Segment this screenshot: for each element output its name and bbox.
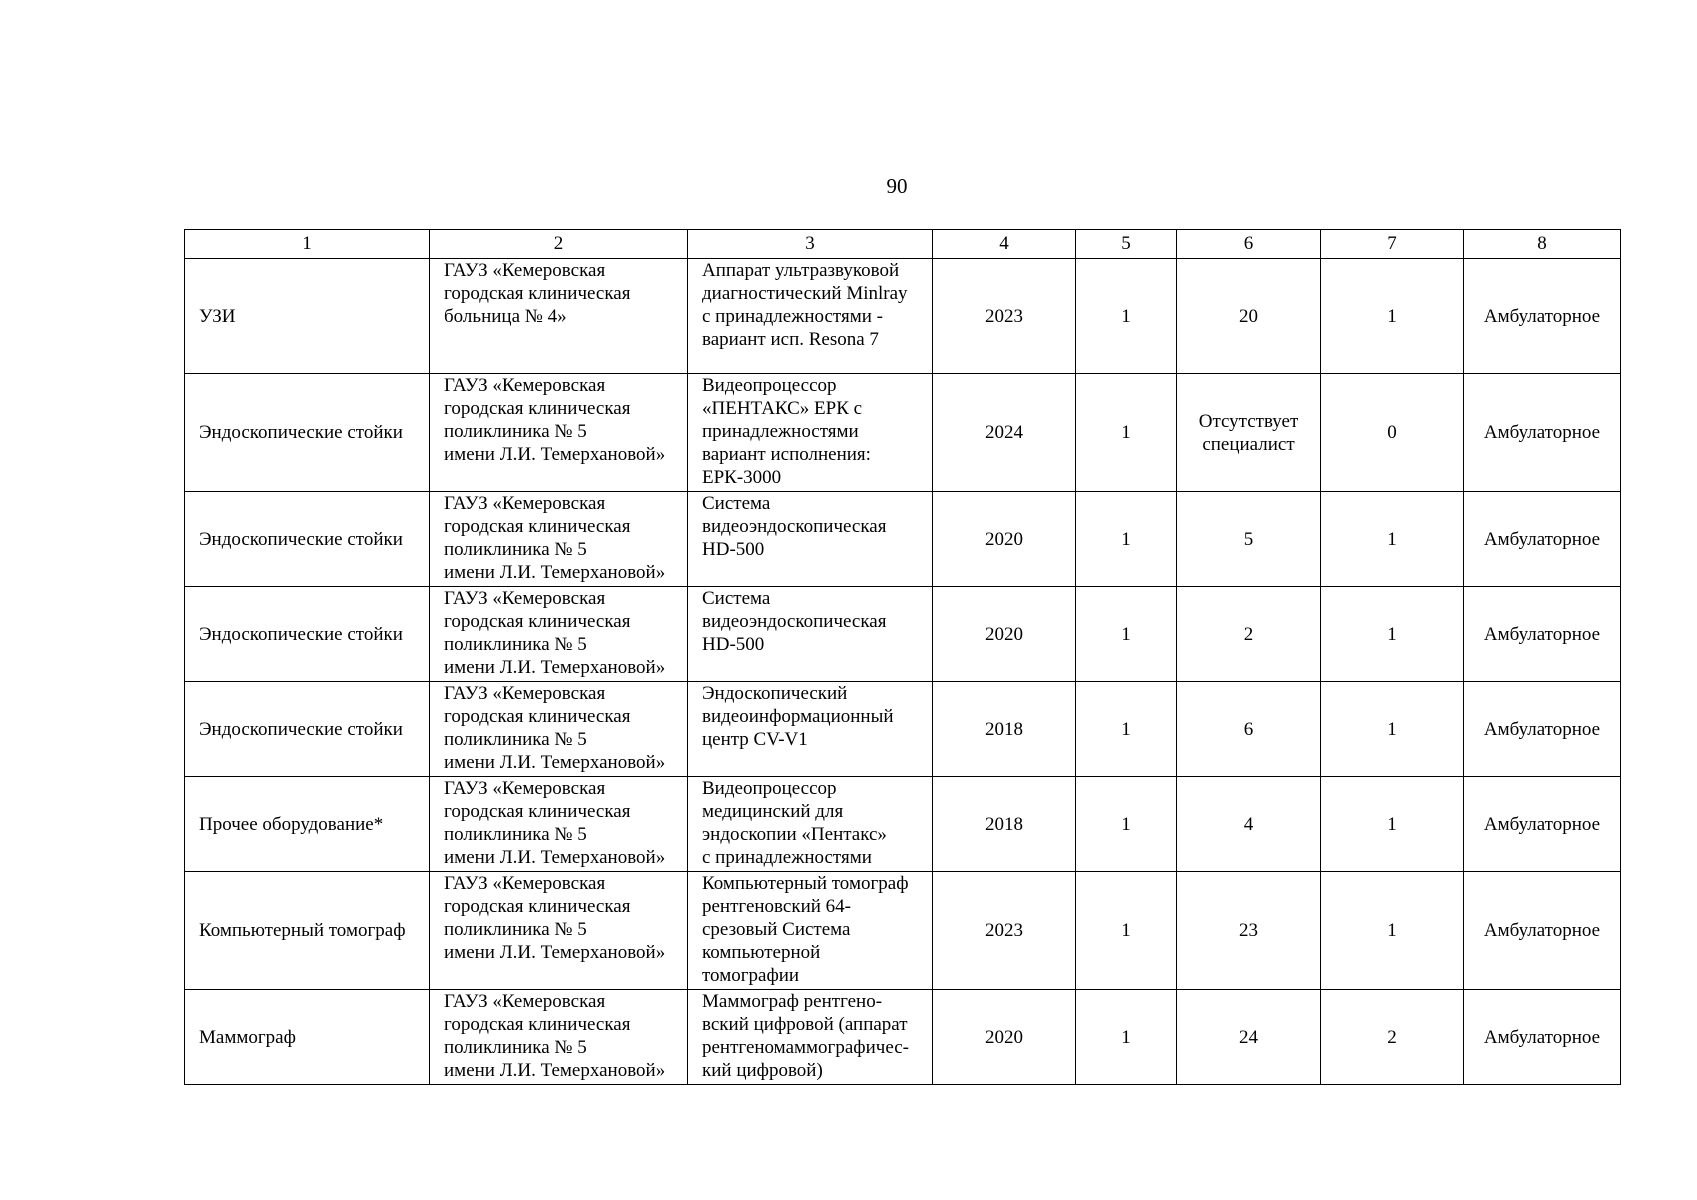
count-cell: 1 bbox=[1076, 682, 1177, 777]
header-cell: 2 bbox=[430, 230, 688, 259]
column-7-cell: 1 bbox=[1321, 777, 1464, 872]
column-7-cell: 1 bbox=[1321, 682, 1464, 777]
column-6-cell: 24 bbox=[1177, 990, 1321, 1085]
header-row bbox=[185, 230, 1621, 259]
organization-cell: ГАУЗ «Кемеровская городская клиническая больница № 4» bbox=[430, 259, 688, 374]
column-6-cell: 2 bbox=[1177, 587, 1321, 682]
table-row bbox=[185, 990, 1621, 1085]
count-cell: 1 bbox=[1076, 492, 1177, 587]
column-7-cell: 1 bbox=[1321, 872, 1464, 990]
count-cell: 1 bbox=[1076, 587, 1177, 682]
organization-cell: ГАУЗ «Кемеровская городская клиническая поликлиника № 5 имени Л.И. Темерхановой» bbox=[430, 682, 688, 777]
count-cell: 1 bbox=[1076, 872, 1177, 990]
column-6-cell: 20 bbox=[1177, 259, 1321, 374]
year-cell: 2018 bbox=[933, 777, 1076, 872]
organization-cell: ГАУЗ «Кемеровская городская клиническая поликлиника № 5 имени Л.И. Темерхановой» bbox=[430, 587, 688, 682]
year-cell: 2018 bbox=[933, 682, 1076, 777]
count-cell: 1 bbox=[1076, 259, 1177, 374]
equipment-type-cell: Эндоскопические стойки bbox=[185, 374, 430, 492]
device-cell: Аппарат ультразвуковой диагностический Minlray с принадлежностями - вариант исп. Resona 7 bbox=[688, 259, 933, 374]
column-6-cell: 5 bbox=[1177, 492, 1321, 587]
equipment-type-cell: УЗИ bbox=[185, 259, 430, 374]
device-cell: Система видеоэндоскопическая HD-500 bbox=[688, 492, 933, 587]
column-7-cell: 0 bbox=[1321, 374, 1464, 492]
equipment-type-cell: Компьютерный томограф bbox=[185, 872, 430, 990]
device-cell: Компьютерный томограф рентгеновский 64- срезовый Система компьютерной томографии bbox=[688, 872, 933, 990]
year-cell: 2023 bbox=[933, 872, 1076, 990]
column-6-cell: Отсутствует специалист bbox=[1177, 374, 1321, 492]
header-cell: 6 bbox=[1177, 230, 1321, 259]
page-number: 90 bbox=[886, 174, 908, 198]
organization-cell: ГАУЗ «Кемеровская городская клиническая поликлиника № 5 имени Л.И. Темерхановой» bbox=[430, 990, 688, 1085]
care-mode-cell: Амбулаторное bbox=[1464, 374, 1621, 492]
column-7-cell: 1 bbox=[1321, 587, 1464, 682]
column-7-cell: 1 bbox=[1321, 492, 1464, 587]
column-6-cell: 4 bbox=[1177, 777, 1321, 872]
care-mode-cell: Амбулаторное bbox=[1464, 492, 1621, 587]
equipment-type-cell: Прочее оборудование* bbox=[185, 777, 430, 872]
device-cell: Видеопроцессор медицинский для эндоскопии «Пентакс» с принадлежностями bbox=[688, 777, 933, 872]
year-cell: 2020 bbox=[933, 990, 1076, 1085]
table-row bbox=[185, 682, 1621, 777]
device-cell: Эндоскопический видеоинформационный центр CV-V1 bbox=[688, 682, 933, 777]
header-cell: 4 bbox=[933, 230, 1076, 259]
count-cell: 1 bbox=[1076, 777, 1177, 872]
header-cell: 3 bbox=[688, 230, 933, 259]
count-cell: 1 bbox=[1076, 990, 1177, 1085]
table-row bbox=[185, 872, 1621, 990]
column-7-cell: 1 bbox=[1321, 259, 1464, 374]
column-6-cell: 6 bbox=[1177, 682, 1321, 777]
care-mode-cell: Амбулаторное bbox=[1464, 587, 1621, 682]
table-row bbox=[185, 374, 1621, 492]
equipment-type-cell: Эндоскопические стойки bbox=[185, 587, 430, 682]
organization-cell: ГАУЗ «Кемеровская городская клиническая поликлиника № 5 имени Л.И. Темерхановой» bbox=[430, 374, 688, 492]
care-mode-cell: Амбулаторное bbox=[1464, 872, 1621, 990]
header-cell: 1 bbox=[185, 230, 430, 259]
care-mode-cell: Амбулаторное bbox=[1464, 990, 1621, 1085]
table-row bbox=[185, 587, 1621, 682]
year-cell: 2023 bbox=[933, 259, 1076, 374]
organization-cell: ГАУЗ «Кемеровская городская клиническая поликлиника № 5 имени Л.И. Темерхановой» bbox=[430, 492, 688, 587]
equipment-type-cell: Маммограф bbox=[185, 990, 430, 1085]
header-cell: 7 bbox=[1321, 230, 1464, 259]
device-cell: Маммограф рентгено- вский цифровой (аппарат рентгеномаммографичес- кий цифровой) bbox=[688, 990, 933, 1085]
equipment-type-cell: Эндоскопические стойки bbox=[185, 492, 430, 587]
device-cell: Видеопроцессор «ПЕНТАКС» ЕРК с принадлежностями вариант исполнения: ЕРК-3000 bbox=[688, 374, 933, 492]
year-cell: 2020 bbox=[933, 587, 1076, 682]
year-cell: 2020 bbox=[933, 492, 1076, 587]
equipment-table bbox=[184, 229, 1621, 1085]
count-cell: 1 bbox=[1076, 374, 1177, 492]
header-cell: 5 bbox=[1076, 230, 1177, 259]
table-row bbox=[185, 492, 1621, 587]
care-mode-cell: Амбулаторное bbox=[1464, 682, 1621, 777]
year-cell: 2024 bbox=[933, 374, 1076, 492]
care-mode-cell: Амбулаторное bbox=[1464, 777, 1621, 872]
equipment-type-cell: Эндоскопические стойки bbox=[185, 682, 430, 777]
column-7-cell: 2 bbox=[1321, 990, 1464, 1085]
table-row bbox=[185, 259, 1621, 374]
organization-cell: ГАУЗ «Кемеровская городская клиническая поликлиника № 5 имени Л.И. Темерхановой» bbox=[430, 872, 688, 990]
device-cell: Система видеоэндоскопическая HD-500 bbox=[688, 587, 933, 682]
care-mode-cell: Амбулаторное bbox=[1464, 259, 1621, 374]
header-cell: 8 bbox=[1464, 230, 1621, 259]
column-6-cell: 23 bbox=[1177, 872, 1321, 990]
table-row bbox=[185, 777, 1621, 872]
organization-cell: ГАУЗ «Кемеровская городская клиническая поликлиника № 5 имени Л.И. Темерхановой» bbox=[430, 777, 688, 872]
